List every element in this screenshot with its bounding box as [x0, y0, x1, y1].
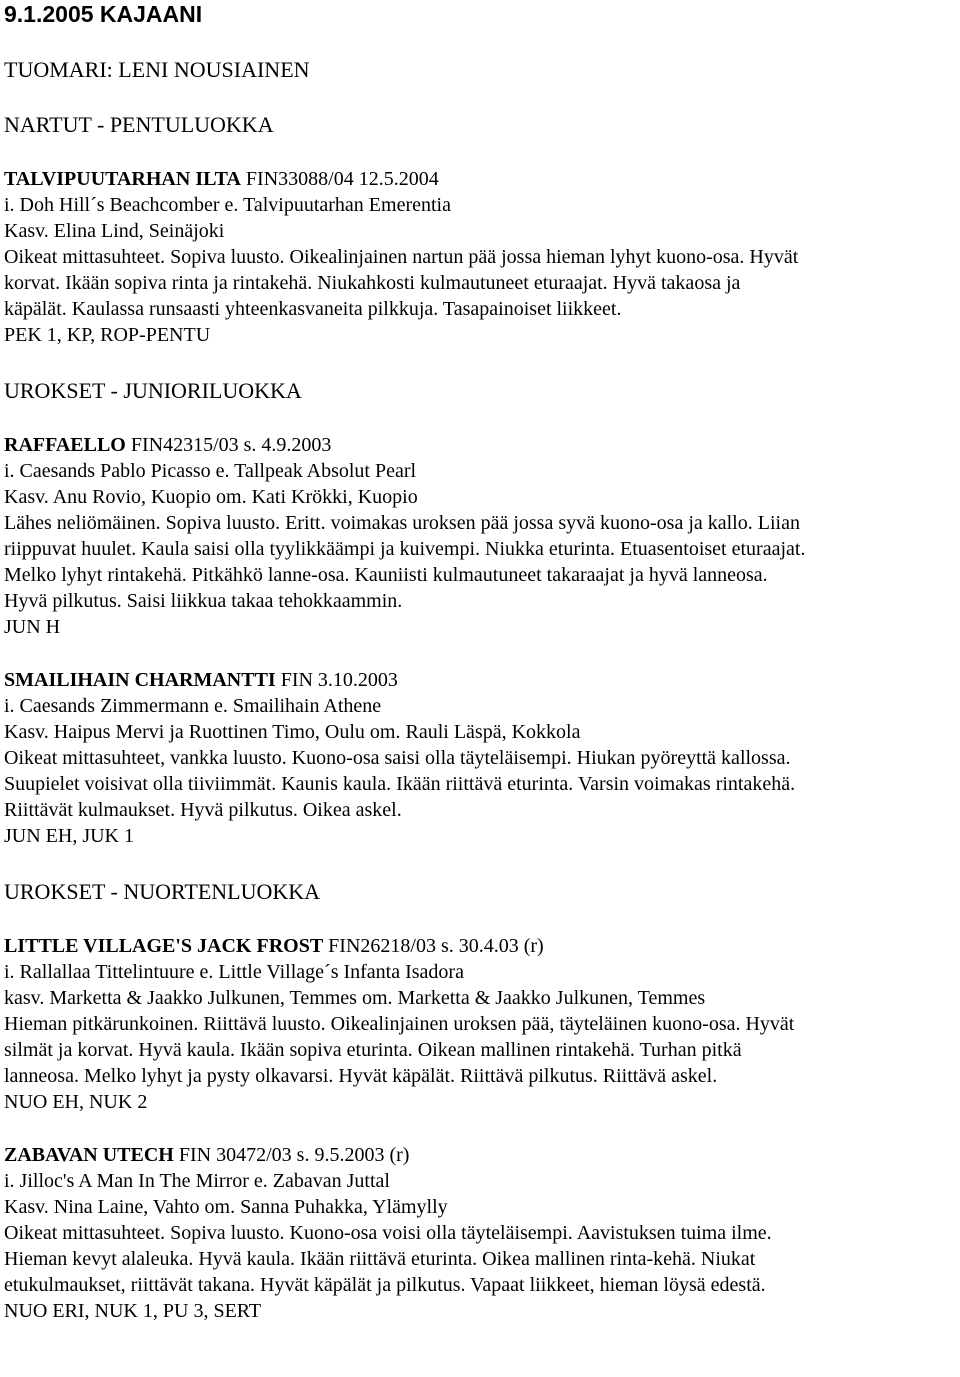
registration-info: FIN33088/04 12.5.2004	[240, 168, 439, 190]
entry-result: NUO EH, NUK 2	[4, 1091, 148, 1113]
entry-title	[4, 933, 956, 959]
entry-line: i. Caesands Pablo Picasso e. Tallpeak Absolut Pearl	[4, 460, 417, 482]
entry-title	[4, 432, 956, 458]
entry-result: JUN H	[4, 616, 61, 638]
entry-line: Kasv. Elina Lind, Seinäjoki	[4, 220, 225, 242]
entry-title	[4, 1142, 956, 1168]
entry-body	[4, 192, 956, 322]
entry-line: Kasv. Anu Rovio, Kuopio om. Kati Krökki, Kuopio	[4, 486, 418, 508]
registration-info: FIN26218/03 s. 30.4.03 (r)	[323, 935, 544, 957]
entry-line: Kasv. Nina Laine, Vahto om. Sanna Puhakka, Ylämylly	[4, 1196, 448, 1218]
entry-body	[4, 458, 956, 614]
document-date-title: 9.1.2005 KAJAANI	[4, 1, 203, 27]
entry-line: i. Caesands Zimmermann e. Smailihain Athene	[4, 695, 382, 717]
dog-name: SMAILIHAIN CHARMANTTI	[4, 669, 276, 691]
entry-line: Kasv. Haipus Mervi ja Ruottinen Timo, Oulu om. Rauli Läspä, Kokkola	[4, 721, 581, 743]
entry-result: NUO ERI, NUK 1, PU 3, SERT	[4, 1300, 262, 1322]
entry-line: korvat. Ikään sopiva rinta ja rintakehä. Niukahkosti kulmautuneet eturaajat. Hyvä takaosa ja	[4, 272, 741, 294]
entry-line: Oikeat mittasuhteet. Sopiva luusto. Kuono-osa voisi olla täyteläisempi. Aavistuksen tuima ilme.	[4, 1222, 772, 1244]
entry	[4, 667, 956, 849]
entry-line: Suupielet voisivat olla tiiviimmät. Kaunis kaula. Ikään riittävä eturinta. Varsin voimakas rintakehä.	[4, 773, 796, 795]
entry-line: Hyvä pilkutus. Saisi liikkua takaa tehokkaammin.	[4, 590, 403, 612]
class-heading-nartut-pentu: NARTUT - PENTULUOKKA	[4, 112, 274, 137]
registration-info: FIN 3.10.2003	[275, 669, 398, 691]
class-heading-urokset-junior: UROKSET - JUNIORILUOKKA	[4, 378, 302, 403]
entry-line: Oikeat mittasuhteet, vankka luusto. Kuono-osa saisi olla täyteläisempi. Hiukan pyöreyttä kallossa.	[4, 747, 791, 769]
dog-name: RAFFAELLO	[4, 434, 126, 456]
registration-info: FIN 30472/03 s. 9.5.2003 (r)	[173, 1144, 410, 1166]
entry	[4, 166, 956, 348]
class-heading-urokset-nuorten: UROKSET - NUORTENLUOKKA	[4, 879, 321, 904]
registration-info: FIN42315/03 s. 4.9.2003	[125, 434, 332, 456]
judge-heading: TUOMARI: LENI NOUSIAINEN	[4, 57, 310, 82]
entry-line: Hieman kevyt alaleuka. Hyvä kaula. Ikään riittävä eturinta. Oikea mallinen rinta-kehä. Niukat	[4, 1248, 756, 1270]
entry-result: PEK 1, KP, ROP-PENTU	[4, 324, 211, 346]
entry-line: Oikeat mittasuhteet. Sopiva luusto. Oikealinjainen nartun pää jossa hieman lyhyt kuono-osa. Hyvät	[4, 246, 799, 268]
entry	[4, 933, 956, 1115]
entry-line: silmät ja korvat. Hyvä kaula. Ikään sopiva eturinta. Oikean mallinen rintakehä. Turhan pitkä	[4, 1039, 742, 1061]
entry-line: Lähes neliömäinen. Sopiva luusto. Eritt. voimakas uroksen pää jossa syvä kuono-osa ja kallo. Liian	[4, 512, 800, 534]
entry	[4, 1142, 956, 1324]
entry-body	[4, 959, 956, 1089]
entry-line: i. Rallallaa Tittelintuure e. Little Village´s Infanta Isadora	[4, 961, 464, 983]
entry-result: JUN EH, JUK 1	[4, 825, 134, 847]
entry-body	[4, 1168, 956, 1298]
entry-title	[4, 667, 956, 693]
dog-name: ZABAVAN UTECH	[4, 1144, 174, 1166]
dog-name: LITTLE VILLAGE'S JACK FROST	[4, 935, 324, 957]
entry-line: riippuvat huulet. Kaula saisi olla tyylikkäämpi ja kuivempi. Niukka eturinta. Etuasentoiset eturaajat.	[4, 538, 806, 560]
entry-line: i. Jilloc's A Man In The Mirror e. Zabavan Juttal	[4, 1170, 390, 1192]
entry-line: i. Doh Hill´s Beachcomber e. Talvipuutarhan Emerentia	[4, 194, 451, 216]
entry-line: Hieman pitkärunkoinen. Riittävä luusto. Oikealinjainen uroksen pää, täyteläinen kuono-osa. Hyvät	[4, 1013, 795, 1035]
entry-line: kasv. Marketta & Jaakko Julkunen, Temmes om. Marketta & Jaakko Julkunen, Temmes	[4, 987, 706, 1009]
entry-line: käpälät. Kaulassa runsaasti yhteenkasvaneita pilkkuja. Tasapainoiset liikkeet.	[4, 298, 622, 320]
dog-name: TALVIPUUTARHAN ILTA	[4, 168, 241, 190]
entry-line: Riittävät kulmaukset. Hyvä pilkutus. Oikea askel.	[4, 799, 402, 821]
entry-body	[4, 693, 956, 823]
entry-title	[4, 166, 956, 192]
entry-line: Melko lyhyt rintakehä. Pitkähkö lanne-osa. Kauniisti kulmautuneet takaraajat ja hyvä lanneosa.	[4, 564, 768, 586]
entry-line: etukulmaukset, riittävät takana. Hyvät käpälät ja pilkutus. Vapaat liikkeet, hieman löysä edestä.	[4, 1274, 766, 1296]
entry	[4, 432, 956, 640]
entry-line: lanneosa. Melko lyhyt ja pysty olkavarsi. Hyvät käpälät. Riittävä pilkutus. Riittävä askel.	[4, 1065, 718, 1087]
